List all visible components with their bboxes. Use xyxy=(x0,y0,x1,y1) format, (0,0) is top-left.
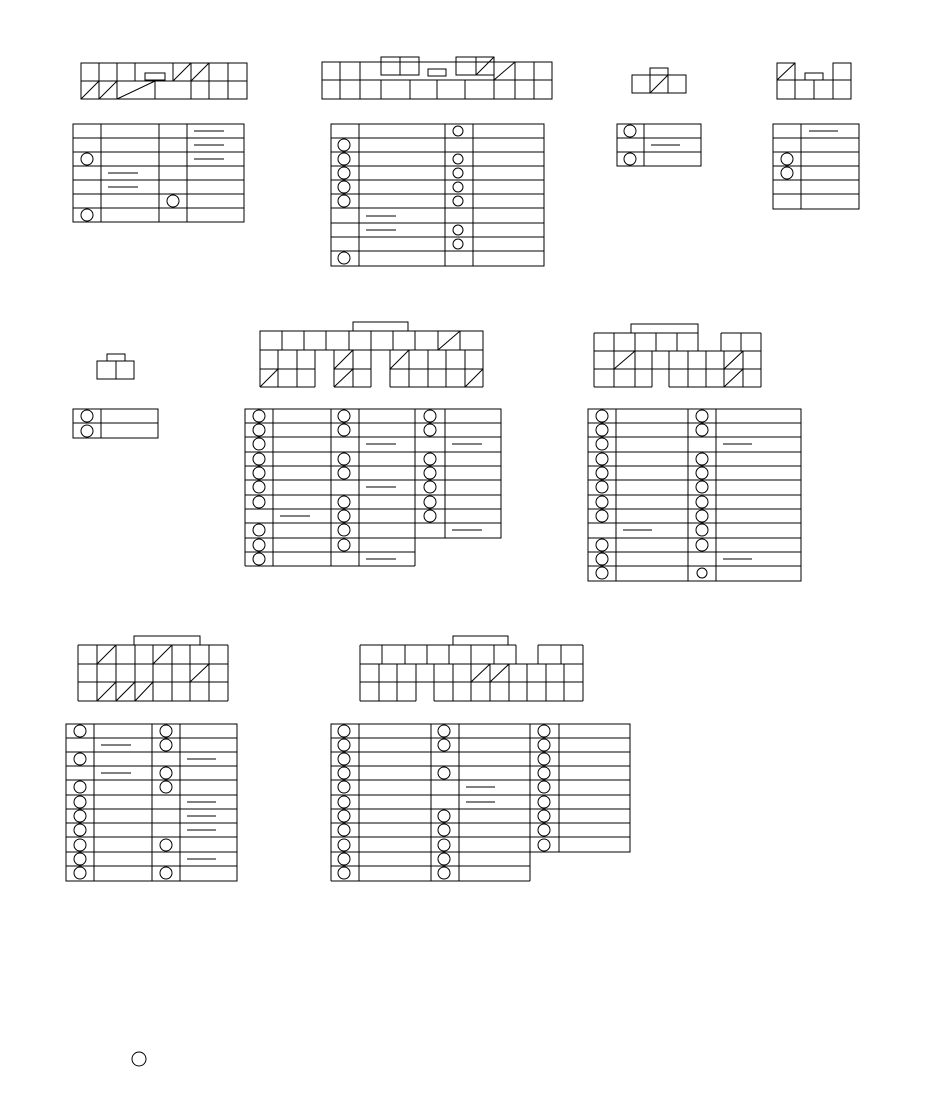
connector-4-face xyxy=(777,63,851,99)
connector-6 xyxy=(245,322,501,566)
connector-1 xyxy=(73,63,247,222)
connector-9-table xyxy=(331,724,630,881)
connector-3-face xyxy=(632,68,686,93)
connector-1-table xyxy=(73,124,244,222)
connector-1-face xyxy=(81,63,247,99)
connector-5-face xyxy=(97,354,134,379)
legend-circle-symbol xyxy=(132,1052,146,1066)
connector-3 xyxy=(617,68,701,166)
connector-5 xyxy=(73,354,158,438)
connector-7-table xyxy=(588,409,801,581)
connector-7 xyxy=(588,324,801,581)
connector-7-face xyxy=(594,324,761,387)
connector-8 xyxy=(66,636,237,881)
connector-2-face xyxy=(322,57,552,99)
connector-6-face xyxy=(260,322,483,387)
connector-5-table xyxy=(73,409,158,438)
connector-8-face xyxy=(78,636,228,701)
connector-9 xyxy=(331,636,630,881)
connector-2-table xyxy=(331,124,544,266)
connector-9-face xyxy=(360,636,583,701)
connector-3-table xyxy=(617,124,701,166)
connector-8-table xyxy=(66,724,237,881)
connector-4-table xyxy=(773,124,859,209)
connector-2 xyxy=(322,57,552,266)
connector-6-table xyxy=(245,409,501,566)
connector-4 xyxy=(773,63,859,209)
